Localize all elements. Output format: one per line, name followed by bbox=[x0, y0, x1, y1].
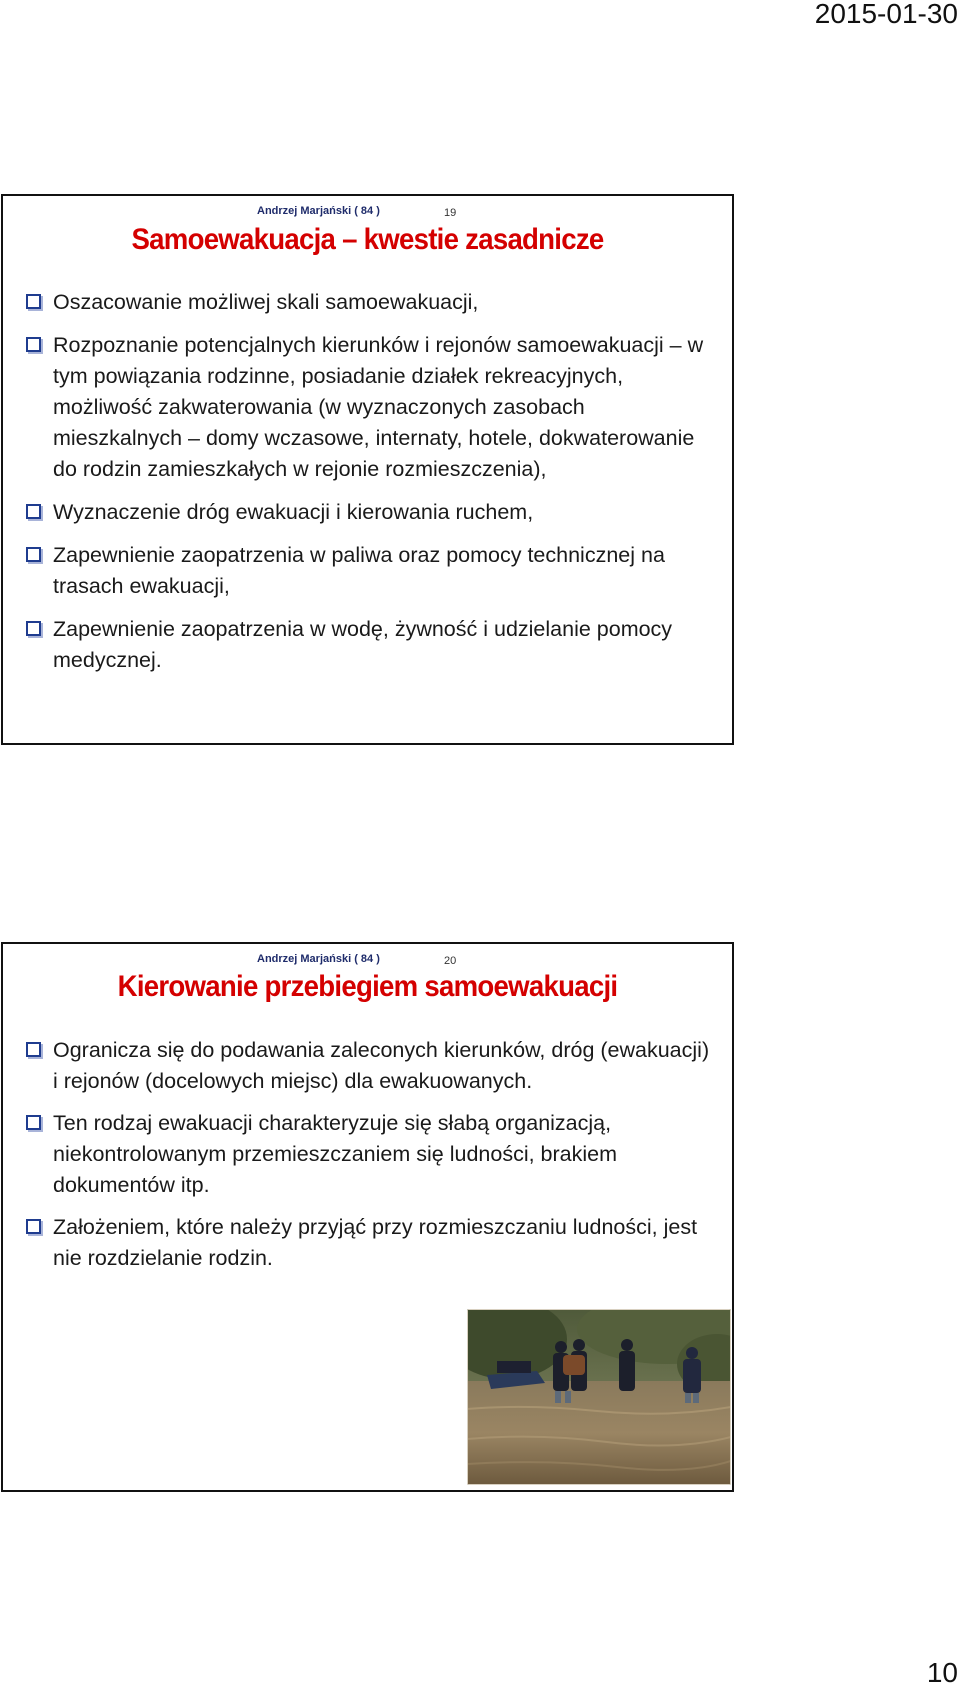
bullet-text: Wyznaczenie dróg ewakuacji i kierowania ruchem, bbox=[53, 500, 534, 524]
bullet-text: Założeniem, które należy przyjąć przy rozmieszczaniu ludności, jest nie rozdzielanie rodzin. bbox=[53, 1215, 698, 1270]
list-item bbox=[25, 1108, 714, 1201]
slide-number: 19 bbox=[444, 207, 457, 219]
checkbox-icon bbox=[26, 547, 41, 562]
checkbox-icon bbox=[26, 1219, 41, 1234]
bullet-list bbox=[25, 1035, 714, 1285]
slide-author: Andrzej Marjański ( 84 ) bbox=[257, 953, 380, 965]
checkbox-icon bbox=[26, 294, 41, 309]
slide-header bbox=[3, 950, 732, 966]
slide-19 bbox=[1, 194, 734, 745]
bullet-text: Rozpoznanie potencjalnych kierunków i rejonów samoewakuacji – w tym powiązania rodzinne, posiadanie działek rekreacyjnych, możliwość zakwaterowania (w wyznaczonych zasobach mieszkalnych – domy wczasowe, internaty, hotele, dokwaterowanie do rodzin zamieszkałych w rejonie rozmieszczenia), bbox=[53, 333, 704, 481]
slide-20 bbox=[1, 942, 734, 1492]
list-item bbox=[25, 614, 714, 676]
bullet-list bbox=[25, 287, 714, 688]
list-item bbox=[25, 1212, 714, 1274]
slide-author: Andrzej Marjański ( 84 ) bbox=[257, 205, 380, 217]
checkbox-icon bbox=[26, 504, 41, 519]
bullet-text: Ten rodzaj ewakuacji charakteryzuje się słabą organizacją, niekontrolowanym przemieszczaniem się ludności, brakiem dokumentów itp. bbox=[53, 1111, 618, 1197]
list-item bbox=[25, 287, 714, 318]
checkbox-icon bbox=[26, 337, 41, 352]
slide-number: 20 bbox=[444, 955, 457, 967]
list-item bbox=[25, 330, 714, 485]
slide-header bbox=[3, 202, 732, 218]
checkbox-icon bbox=[26, 621, 41, 636]
page-number: 10 bbox=[926, 1657, 958, 1688]
flood-rescue-photo bbox=[467, 1309, 731, 1485]
bullet-text: Ogranicza się do podawania zaleconych kierunków, dróg (ewakuacji) i rejonów (docelowych miejsc) dla ewakuowanych. bbox=[53, 1038, 710, 1093]
slide-title: Samoewakuacja – kwestie zasadnicze bbox=[131, 223, 604, 256]
bullet-text: Zapewnienie zaopatrzenia w wodę, żywność i udzielanie pomocy medycznej. bbox=[53, 617, 673, 672]
list-item bbox=[25, 540, 714, 602]
list-item bbox=[25, 497, 714, 528]
bullet-text: Oszacowanie możliwej skali samoewakuacji, bbox=[53, 290, 479, 314]
checkbox-icon bbox=[26, 1042, 41, 1057]
page-date: 2015-01-30 bbox=[814, 0, 958, 29]
slide-title: Kierowanie przebiegiem samoewakuacji bbox=[117, 970, 618, 1003]
checkbox-icon bbox=[26, 1115, 41, 1130]
list-item bbox=[25, 1035, 714, 1097]
bullet-text: Zapewnienie zaopatrzenia w paliwa oraz pomocy technicznej na trasach ewakuacji, bbox=[53, 543, 665, 598]
